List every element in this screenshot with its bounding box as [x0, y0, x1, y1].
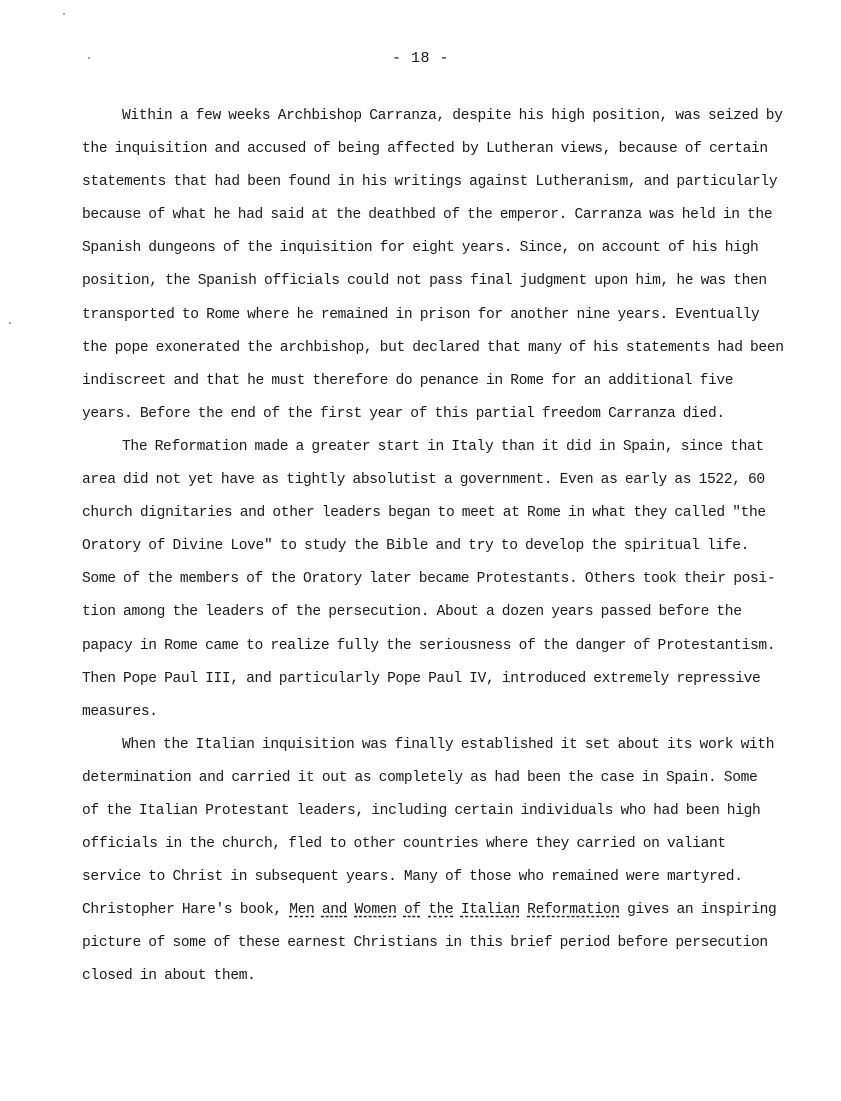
text-line: Within a few weeks Archbishop Carranza, despite his high position, was seized by [122, 108, 783, 124]
text-line: service to Christ in subsequent years. Many of those who remained were martyred. [82, 869, 743, 886]
text-line: area did not yet have as tightly absolutist a government. Even as early as 1522, 60 [82, 472, 765, 489]
text-line: Then Pope Paul III, and particularly Pope Paul IV, introduced extremely repressive [82, 670, 761, 687]
text-line: church dignitaries and other leaders began to meet at Rome in what they called "the [82, 505, 766, 522]
paragraph-italy-reformation [82, 431, 802, 729]
text-line: papacy in Rome came to realize fully the seriousness of the danger of Protestantism. [82, 637, 776, 654]
text-line: indiscreet and that he must therefore do penance in Rome for an additional five [82, 372, 734, 389]
text-line: of the Italian Protestant leaders, including certain individuals who had been high [82, 802, 761, 819]
text-line: because of what he had said at the deathbed of the emperor. Carranza was held in the [82, 207, 773, 224]
text-line: Some of the members of the Oratory later became Protestants. Others took their posi- [82, 571, 776, 588]
book-title-word: Men [289, 902, 315, 919]
text-line: picture of some of these earnest Christians in this brief period before persecution [82, 935, 768, 952]
book-title-word: Italian [460, 902, 520, 919]
book-title [289, 902, 619, 918]
book-title-word: Reformation [527, 902, 620, 919]
book-reference-prefix: Christopher Hare's book, [82, 902, 290, 919]
text-line: When the Italian inquisition was finally established it set about its work with [122, 736, 775, 753]
text-line: measures. [82, 703, 158, 720]
scan-speck [63, 13, 65, 15]
text-line: officials in the church, fled to other countries where they carried on valiant [82, 836, 726, 853]
text-line: the inquisition and accused of being affected by Lutheran views, because of certain [82, 141, 768, 158]
text-line: position, the Spanish officials could not pass final judgment upon him, he was then [82, 273, 767, 290]
text-line: statements that had been found in his writings against Lutheranism, and particularly [82, 174, 778, 191]
text-line: determination and carried it out as completely as had been the case in Spain. Some [82, 769, 758, 786]
book-title-word: and [321, 902, 348, 919]
text-line: closed in about them. [82, 968, 256, 985]
text-line: transported to Rome where he remained in prison for another nine years. Eventually [82, 306, 760, 323]
paragraph-carranza [82, 100, 802, 431]
book-reference-line [82, 894, 802, 927]
page-number: - 18 - [391, 50, 449, 67]
body-text [82, 100, 802, 994]
book-reference-suffix: gives an inspiring [619, 902, 777, 919]
paragraph-italian-inquisition [82, 729, 802, 994]
text-line: tion among the leaders of the persecution. About a dozen years passed before the [82, 604, 742, 621]
text-line: Spanish dungeons of the inquisition for eight years. Since, on account of his high [82, 240, 759, 257]
book-title-word: Women [354, 902, 397, 919]
book-title-word: of [403, 902, 421, 919]
text-line: Oratory of Divine Love" to study the Bible and try to develop the spiritual life. [82, 538, 750, 555]
book-title-word: the [428, 902, 454, 919]
text-line: years. Before the end of the first year of this partial freedom Carranza died. [82, 405, 725, 422]
text-line: The Reformation made a greater start in Italy than it did in Spain, since that [122, 438, 764, 455]
scan-speck [9, 322, 11, 324]
text-line: the pope exonerated the archbishop, but declared that many of his statements had been [82, 339, 784, 356]
